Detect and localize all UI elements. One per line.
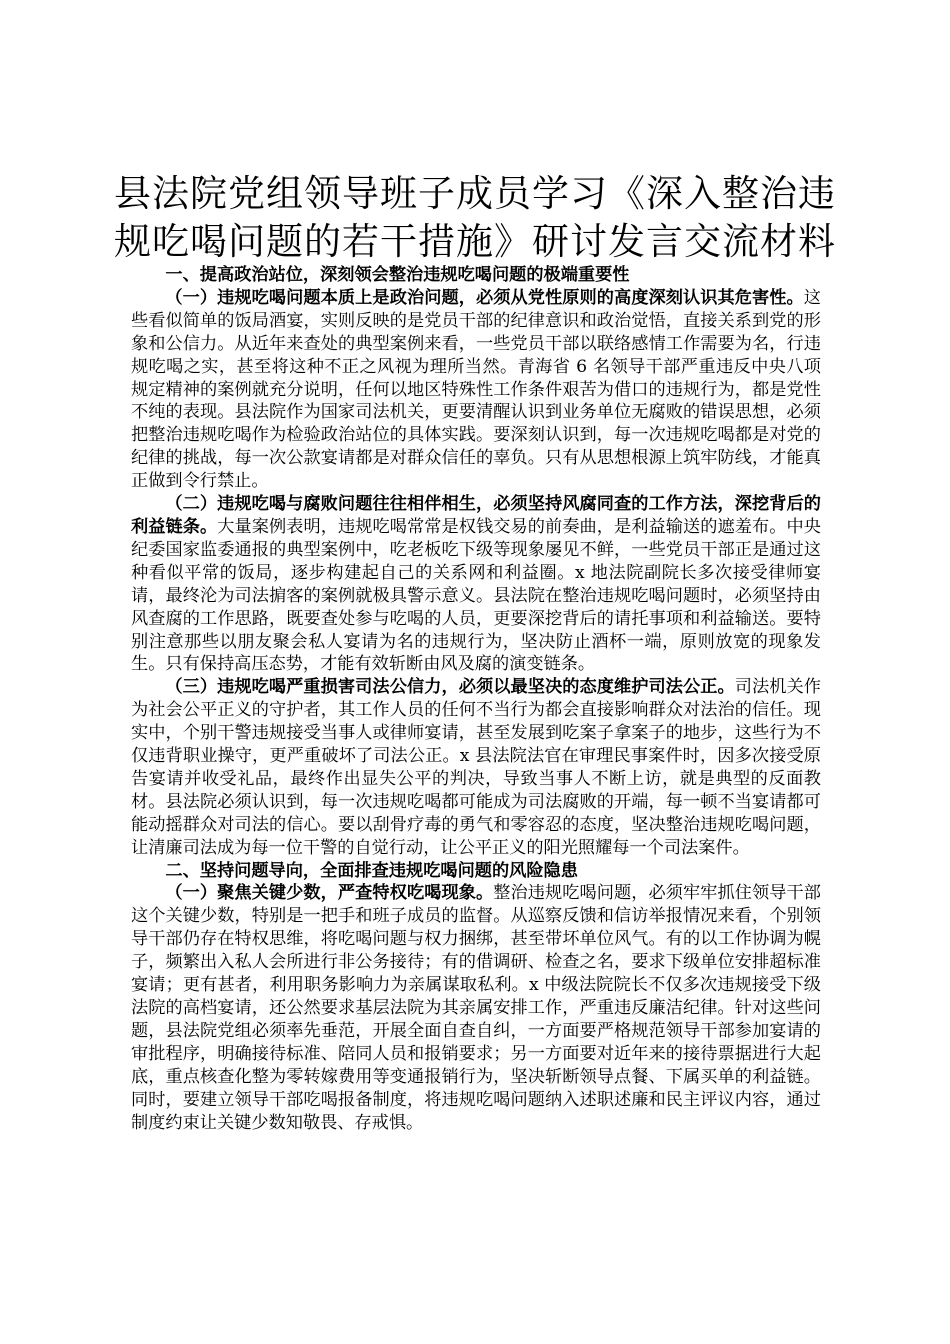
paragraph-body: 司法机关作为社会公平正义的守护者，其工作人员的任何不当行为都会直接影响群众对法治的信任。现实中，个别干警违规接受当事人或律师宴请，甚至发展到吃案子拿案子的地步，这些行为不仅违背职业操守，更严重破坏了司法公正。x 县法院法官在审理民事案件时，因多次接受原告宴请并收受礼品，最终作出显失公平的判决，导致当事人不断上访，就是典型的反面教材。县法院必须认识到，每一次违规吃喝都可能成为司法腐败的开端，每一顿不当宴请都可能动摇群众对司法的信心。要以刮骨疗毒的勇气和零容忍的态度，坚决整治违规吃喝问题，让清廉司法成为每一位干警的自觉行动，让公平正义的阳光照耀每一个司法案件。 [131,677,821,858]
section-heading-1: 一、提高政治站位，深刻领会整治违规吃喝问题的极端重要性 [165,265,630,285]
document-body [131,264,821,1134]
paragraph-body: 整治违规吃喝问题，必须牢牢抓住领导干部这个关键少数，特别是一把手和班子成员的监督。从巡察反馈和信访举报情况来看，个别领导干部仍存在特权思维，将吃喝问题与权力捆绑，甚至带坏单位风气。有的以工作协调为幌子，频繁出入私人会所进行非公务接待；有的借调研、检查之名，要求下级单位安排超标准宴请；更有甚者，利用职务影响力为亲属谋取私利。x 中级法院院长不仅多次违规接受下级法院的高档宴请，还公然要求基层法院为其亲属安排工作，严重违反廉洁纪律。针对这些问题，县法院党组必须率先垂范，开展全面自查自纠，一方面要严格规范领导干部参加宴请的审批程序，明确接待标准、陪同人员和报销要求；另一方面要对近年来的接待票据进行大起底，重点核查化整为零转嫁费用等变通报销行为，坚决斩断领导点餐、下属买单的利益链。同时，要建立领导干部吃喝报备制度，将违规吃喝问题纳入述职述廉和民主评议内容，通过制度约束让关键少数知敬畏、存戒惧。 [131,883,821,1133]
paragraph-lead: （三）违规吃喝严重损害司法公信力，必须以最坚决的态度维护司法公正。 [165,677,735,698]
paragraph [131,493,821,676]
paragraph-lead: （一）违规吃喝问题本质上是政治问题，必须从党性原则的高度深刻认识其危害性。 [165,287,804,308]
paragraph-lead: （一）聚焦关键少数，严查特权吃喝现象。 [165,883,494,904]
paragraph [131,287,821,493]
paragraph [131,676,821,859]
paragraph-body: 大量案例表明，违规吃喝常常是权钱交易的前奏曲，是利益输送的遮羞布。中央纪委国家监委通报的典型案例中，吃老板吃下级等现象屡见不鲜，一些党员干部正是通过这种看似平常的饭局，逐步构建起自己的关系网和利益圈。x 地法院副院长多次接受律师宴请，最终沦为司法掮客的案例就极具警示意义。县法院在整治违规吃喝问题时，必须坚持由风查腐的工作思路，既要查处参与吃喝的人员，更要深挖背后的请托事项和利益输送。要特别注意那些以朋友聚会私人宴请为名的违规行为，坚决防止酒杯一端，原则放宽的现象发生。只有保持高压态势，才能有效斩断由风及腐的演变链条。 [131,516,821,675]
section-heading-2: 二、坚持问题导向，全面排查违规吃喝问题的风险隐患 [165,860,578,881]
paragraph-body: 这些看似简单的饭局酒宴，实则反映的是党员干部的纪律意识和政治觉悟，直接关系到党的形象和公信力。从近年来查处的典型案例来看，一些党员干部以联络感情工作需要为名，行违规吃喝之实，甚至将这种不正之风视为理所当然。青海省 6 名领导干部严重违反中央八项规定精神的案例就充分说明，任何以地区特殊性工作条件艰苦为借口的违规行为，都是党性不纯的表现。县法院作为国家司法机关，更要清醒认识到业务单位无腐败的错误思想，必须把整治违规吃喝作为检验政治站位的具体实践。要深刻认识到，每一次违规吃喝都是对党的纪律的挑战，每一次公款宴请都是对群众信任的辜负。只有从思想根源上筑牢防线，才能真正做到令行禁止。 [131,287,821,492]
paragraph [131,882,821,1134]
paragraph-lead: （二）违规吃喝与腐败问题往往相伴相生，必须坚持风腐同查的工作方法，深挖背后的利益链条。 [131,494,821,537]
document-title: 县法院党组领导班子成员学习《深入整治违规吃喝问题的若干措施》研讨发言交流材料 [114,172,836,263]
